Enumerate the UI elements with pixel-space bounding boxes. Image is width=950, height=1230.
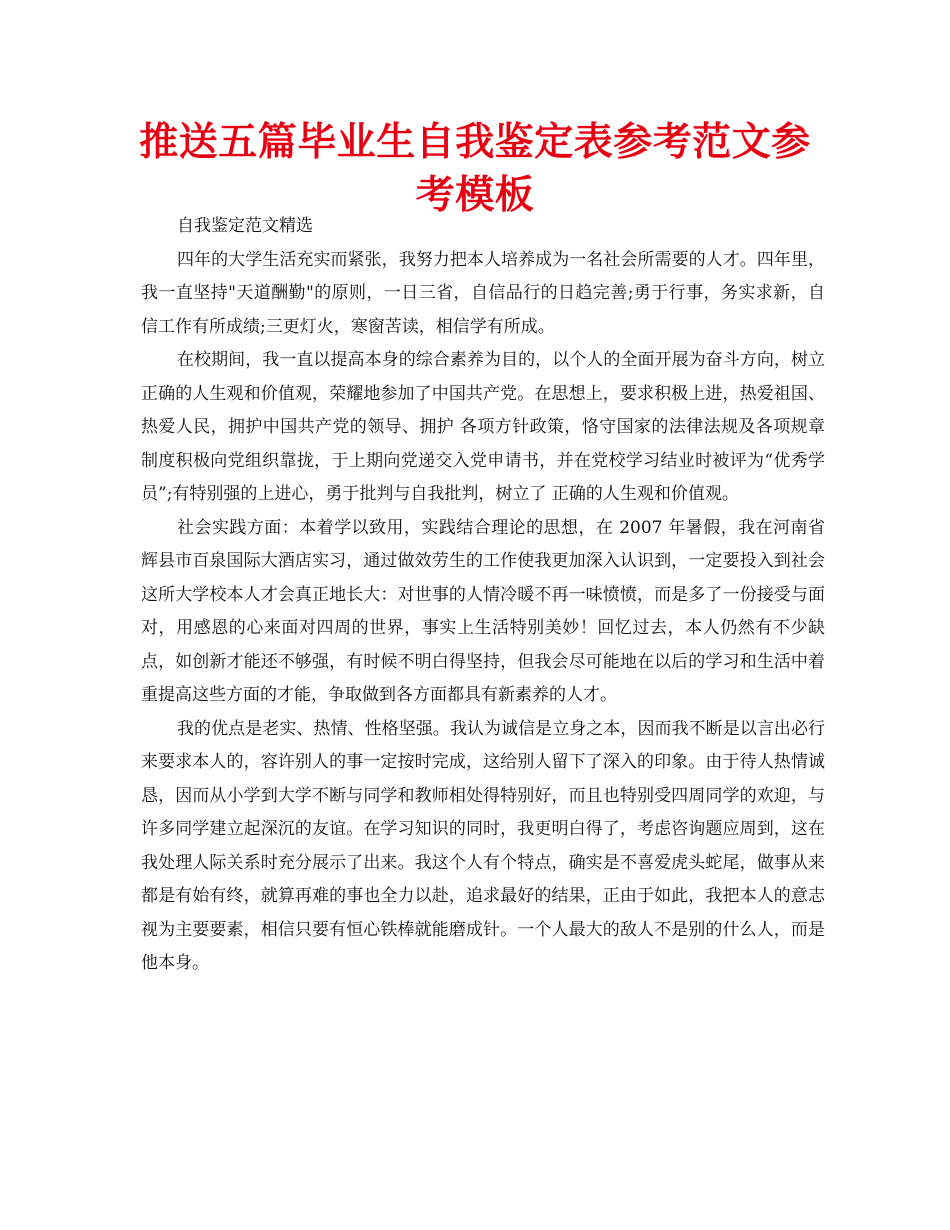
paragraph: 我的优点是老实、热情、性格坚强。我认为诚信是立身之本，因而我不断是以言出必行来要求本人的，容许别人的事一定按时完成，这给别人留下了深入的印象。由于待人热情诚恳，因而从小学到大学不断与同学和教师相处得特别好，而且也特别受四周同学的欢迎，与许多同学建立起深沉的友谊。在学习知识的同时，我更明白得了，考虑咨询题应周到，这在我处理人际关系时充分展示了出来。我这个人有个特点，确实是不喜爱虎头蛇尾，做事从来都是有始有终，就算再难的事也全力以赴，追求最好的结果，正由于如此，我把本人的意志视为主要要素，相信只要有恒心铁棒就能磨成针。一个人最大的敌人不是别的什么人，而是他本身。 [141, 718, 825, 973]
document-title: 推送五篇毕业生自我鉴定表参考范文参考模板 [139, 120, 811, 218]
document-body [141, 210, 825, 981]
paragraph: 四年的大学生活充实而紧张，我努力把本人培养成为一名社会所需要的人才。四年里，我一直坚持"天道酬勤"的原则，一日三省，自信品行的日趋完善;勇于行事，务实求新，自信工作有所成绩;三更灯火，寒窗苦读，相信学有所成。 [141, 249, 825, 337]
section-heading: 自我鉴定范文精选 [177, 216, 313, 236]
paragraph: 在校期间，我一直以提高本身的综合素养为目的，以个人的全面开展为奋斗方向，树立正确的人生观和价值观，荣耀地参加了中国共产党。在思想上，要求积极上进，热爱祖国、热爱人民，拥护中国共产党的领导、拥护 各项方针政策，恪守国家的法律法规及各项规章制度积极向党组织靠拢，于上期向党递交入党申请书，并在党校学习结业时被评为“优秀学员”;有特别强的上进心，勇于批判与自我批判，树立了 正确的人生观和价值观。 [141, 350, 825, 504]
paragraph: 社会实践方面：本着学以致用，实践结合理论的思想，在 2007 年暑假，我在河南省辉县市百泉国际大酒店实习，通过做效劳生的工作使我更加深入认识到，一定要投入到社会这所大学校本人才会真正地长大：对世事的人情冷暖不再一味愤愤，而是多了一份接受与面对，用感恩的心来面对四周的世界，事实上生活特别美妙！回忆过去，本人仍然有不少缺点，如创新才能还不够强，有时候不明白得坚持，但我会尽可能地在以后的学习和生活中着重提高这些方面的才能，争取做到各方面都具有新素养的人才。 [141, 517, 825, 705]
